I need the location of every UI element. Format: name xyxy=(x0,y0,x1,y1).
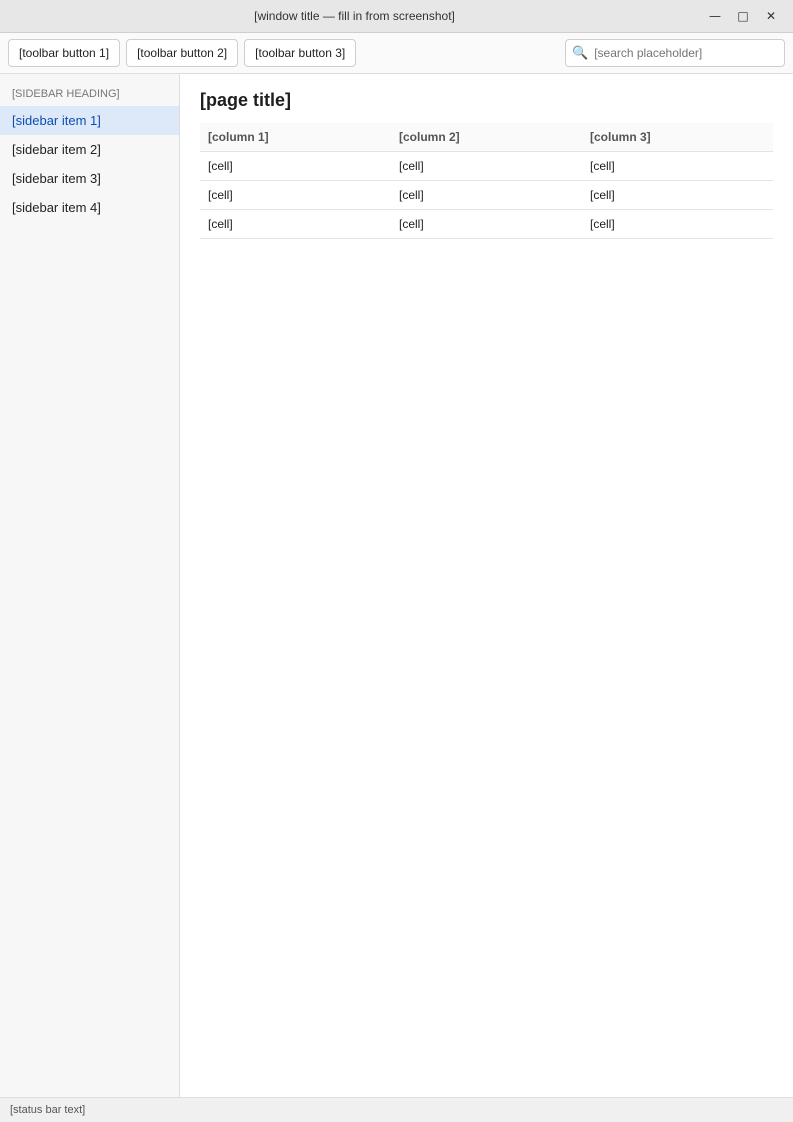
sidebar-item-3[interactable] xyxy=(0,164,179,193)
status-text: [status bar text] xyxy=(10,1104,86,1116)
table-cell: [cell] xyxy=(582,152,773,181)
window-title: [window title — fill in from screenshot] xyxy=(254,9,455,23)
table-cell: [cell] xyxy=(582,181,773,210)
status-bar xyxy=(0,1097,793,1122)
toolbar-button-1[interactable]: [toolbar button 1] xyxy=(8,39,120,67)
page-title: [page title] xyxy=(200,90,292,110)
search-input[interactable] xyxy=(592,45,778,61)
table-cell: [cell] xyxy=(391,152,582,181)
table-row[interactable] xyxy=(200,152,773,181)
table-row[interactable] xyxy=(200,210,773,239)
table-cell: [cell] xyxy=(200,152,391,181)
data-table xyxy=(200,123,773,239)
main-panel xyxy=(180,74,793,1097)
table-header-row xyxy=(200,123,773,152)
toolbar-button-2[interactable]: [toolbar button 2] xyxy=(126,39,238,67)
toolbar xyxy=(0,33,793,74)
sidebar-item-label: [sidebar item 4] xyxy=(12,200,101,215)
sidebar-item-label: [sidebar item 1] xyxy=(12,113,101,128)
close-button[interactable]: ✕ xyxy=(757,5,785,27)
sidebar-item-label: [sidebar item 3] xyxy=(12,171,101,186)
sidebar-item-1[interactable] xyxy=(0,106,179,135)
search-icon: 🔍 xyxy=(572,45,589,61)
table-cell: [cell] xyxy=(200,210,391,239)
minimize-button[interactable]: — xyxy=(701,5,729,27)
search-box[interactable] xyxy=(565,39,785,67)
column-header[interactable]: [column 2] xyxy=(391,123,582,152)
sidebar-heading: [SIDEBAR HEADING] xyxy=(12,88,120,100)
table-row[interactable] xyxy=(200,181,773,210)
column-header[interactable]: [column 1] xyxy=(200,123,391,152)
sidebar-item-4[interactable] xyxy=(0,193,179,222)
sidebar-item-2[interactable] xyxy=(0,135,179,164)
title-bar xyxy=(0,0,793,33)
table-cell: [cell] xyxy=(582,210,773,239)
column-header[interactable]: [column 3] xyxy=(582,123,773,152)
content-area xyxy=(0,74,793,1097)
toolbar-button-3[interactable]: [toolbar button 3] xyxy=(244,39,356,67)
table-cell: [cell] xyxy=(391,210,582,239)
sidebar-item-label: [sidebar item 2] xyxy=(12,142,101,157)
table-cell: [cell] xyxy=(200,181,391,210)
maximize-button[interactable]: □ xyxy=(729,5,757,27)
table-cell: [cell] xyxy=(391,181,582,210)
sidebar xyxy=(0,74,180,1097)
